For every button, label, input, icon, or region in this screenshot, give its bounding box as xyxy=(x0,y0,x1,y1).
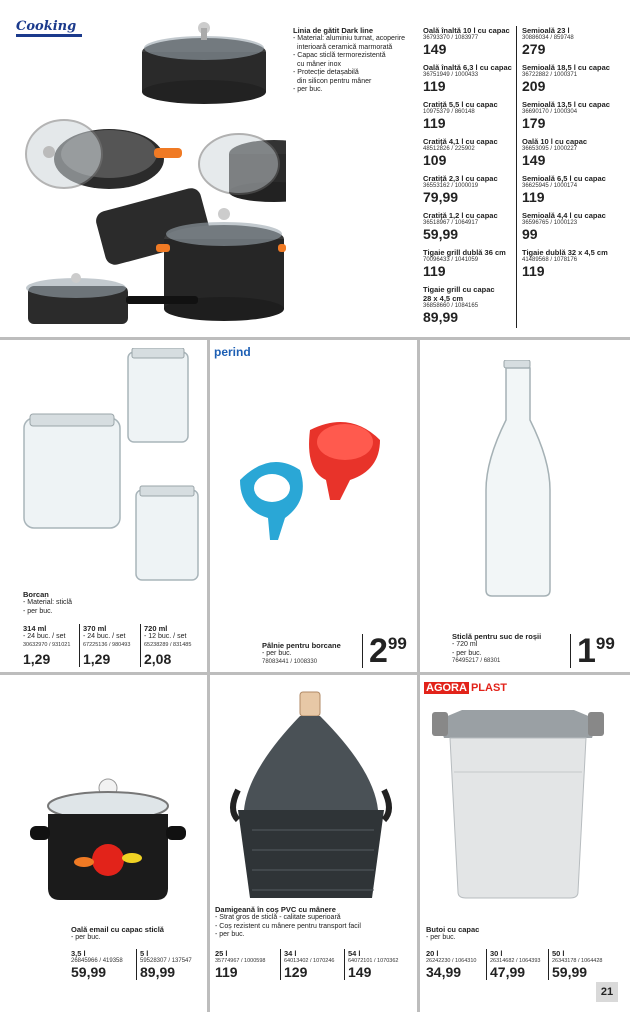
damigeana-desc-2: - per buc. xyxy=(215,931,245,938)
butoi-desc: - per buc. xyxy=(426,934,456,941)
darkline-info xyxy=(293,26,417,95)
palnie-price: 2 99 xyxy=(362,634,407,668)
borcan-variant-2: 720 ml - 12 buc. / set 65238289 / 831485 2,08 xyxy=(140,624,204,667)
oala-email-desc: - per buc. xyxy=(71,934,101,941)
butoi-title: Butoi cu capac xyxy=(426,925,480,934)
damigeana-variant-2: 54 l 64072101 / 1070362 149 xyxy=(344,949,414,980)
damigeana-title: Damigeană în coș PVC cu mânere xyxy=(215,905,336,914)
list-item: Semioală 6,5 l cu capac 36625945 / 1000174 119 xyxy=(522,174,606,205)
palnie-info xyxy=(262,641,362,666)
list-item: Semioală 4,4 l cu capac 36596765 / 1000123 99 xyxy=(522,211,606,242)
darkline-col1 xyxy=(423,26,517,328)
oala-email-variant-0: 3,5 l 26845966 / 419358 59,99 xyxy=(71,949,123,980)
darkline-desc-5: din silicon pentru mâner xyxy=(297,77,372,85)
darkline-desc-0: - Material: aluminiu turnat, acoperire xyxy=(293,35,406,42)
sticla-info xyxy=(452,632,568,665)
borcan-info xyxy=(23,590,72,616)
damigeana-variant-0: 25 l 35774967 / 1000598 119 xyxy=(215,949,266,980)
palnie-title: Pâlnie pentru borcane xyxy=(262,641,341,650)
list-item: Oală înaltă 10 l cu capac 36793370 / 1083977 149 xyxy=(423,26,510,57)
palnie-code: 78083441 / 1008330 xyxy=(262,658,318,665)
glass-bottle-image xyxy=(478,360,558,600)
list-item: Cratiță 2,3 l cu capac 36553162 / 1000019 79,99 xyxy=(423,174,498,205)
list-item: Tigaie grill dublă 36 cm 70096433 / 1041059 119 xyxy=(423,248,506,279)
page-number: 21 xyxy=(596,982,618,1002)
glass-jars-image xyxy=(16,348,202,588)
sticla-desc-1: - per buc. xyxy=(452,649,482,657)
darkline-desc-2: - Capac sticlă termorezistentă xyxy=(293,52,386,59)
list-item: Semioală 18,5 l cu capac 36722882 / 1000371 209 xyxy=(522,63,610,94)
divider-middle xyxy=(0,672,630,675)
divider-v1 xyxy=(207,340,210,1012)
borcan-desc-0: - Material: sticlă xyxy=(23,599,73,606)
sticla-title: Sticlă pentru suc de roșii xyxy=(452,632,542,641)
darkline-col2 xyxy=(522,26,622,279)
darkline-desc-1: interioară ceramică marmorată xyxy=(297,43,393,51)
demijohn-image xyxy=(228,690,398,904)
damigeana-desc-1: - Coș rezistent cu mânere pentru transport facil xyxy=(215,922,361,930)
list-item: Semioală 23 l 30886034 / 859748 279 xyxy=(522,26,574,57)
list-item: Tigaie grill cu capac 28 x 4,5 cm 36858660 / 1084165 89,99 xyxy=(423,285,495,325)
butoi-variant-1: 30 l 26314682 / 1064393 47,99 xyxy=(486,949,548,980)
sticla-price: 1 99 xyxy=(570,634,615,668)
oala-email-variant-1: 5 l 59528307 / 137547 89,99 xyxy=(136,949,204,980)
oala-email-title: Oală email cu capac sticlă xyxy=(71,925,164,934)
butoi-info xyxy=(426,925,576,943)
enamel-pot-image xyxy=(26,778,192,904)
damigeana-info xyxy=(215,905,415,940)
borcan-desc-1: - per buc. xyxy=(23,607,53,615)
darkline-desc-4: - Protecție detașabilă xyxy=(293,69,359,76)
borcan-variant-0: 314 ml - 24 buc. / set 30632970 / 931021 1,29 xyxy=(23,624,71,667)
darkline-title: Linia de gătit Dark line xyxy=(293,26,374,35)
oala-email-info xyxy=(71,925,207,943)
list-item: Cratiță 5,5 l cu capac 10975379 / 860148 119 xyxy=(423,100,498,131)
funnels-image xyxy=(230,410,390,560)
butoi-variant-2: 50 l 26343178 / 1064428 59,99 xyxy=(548,949,628,980)
butoi-variant-0: 20 l 26242230 / 1064310 34,99 xyxy=(426,949,477,980)
list-item: Tigaie dublă 32 x 4,5 cm 41489568 / 1078176 119 xyxy=(522,248,608,279)
damigeana-variant-1: 34 l 64013402 / 1070246 129 xyxy=(280,949,344,980)
damigeana-desc-0: - Strat gros de sticlă - calitate superioară xyxy=(215,914,341,921)
barrel-image xyxy=(432,702,604,902)
agoraplast-logo: AGORA PLAST xyxy=(426,682,508,694)
darkline-desc-3: cu mâner inox xyxy=(297,60,341,68)
list-item: Cratiță 4,1 l cu capac 48512826 / 225902 109 xyxy=(423,137,498,168)
darkline-desc-6: - per buc. xyxy=(293,86,323,93)
divider-top xyxy=(0,337,630,340)
borcan-title: Borcan xyxy=(23,590,49,599)
list-item: Semioală 13,5 l cu capac 36690170 / 1000304 179 xyxy=(522,100,610,131)
perind-logo: perind xyxy=(214,345,251,359)
list-item: Oală înaltă 6,3 l cu capac 36751949 / 1000433 119 xyxy=(423,63,512,94)
sticla-desc-0: - 720 ml xyxy=(452,641,478,648)
cooking-logo: Cooking xyxy=(16,20,82,38)
list-item: Oală 10 l cu capac 36653095 / 1000227 149 xyxy=(522,137,588,168)
list-item: Cratiță 1,2 l cu capac 36518967 / 1064917 59,99 xyxy=(423,211,498,242)
palnie-desc: - per buc. xyxy=(262,650,292,657)
cookware-set-image xyxy=(14,14,286,332)
sticla-code: 76495217 / 68301 xyxy=(452,658,501,664)
borcan-variant-1: 370 ml - 24 buc. / set 67225136 / 980493 1,29 xyxy=(79,624,139,667)
divider-v2 xyxy=(417,340,420,1012)
